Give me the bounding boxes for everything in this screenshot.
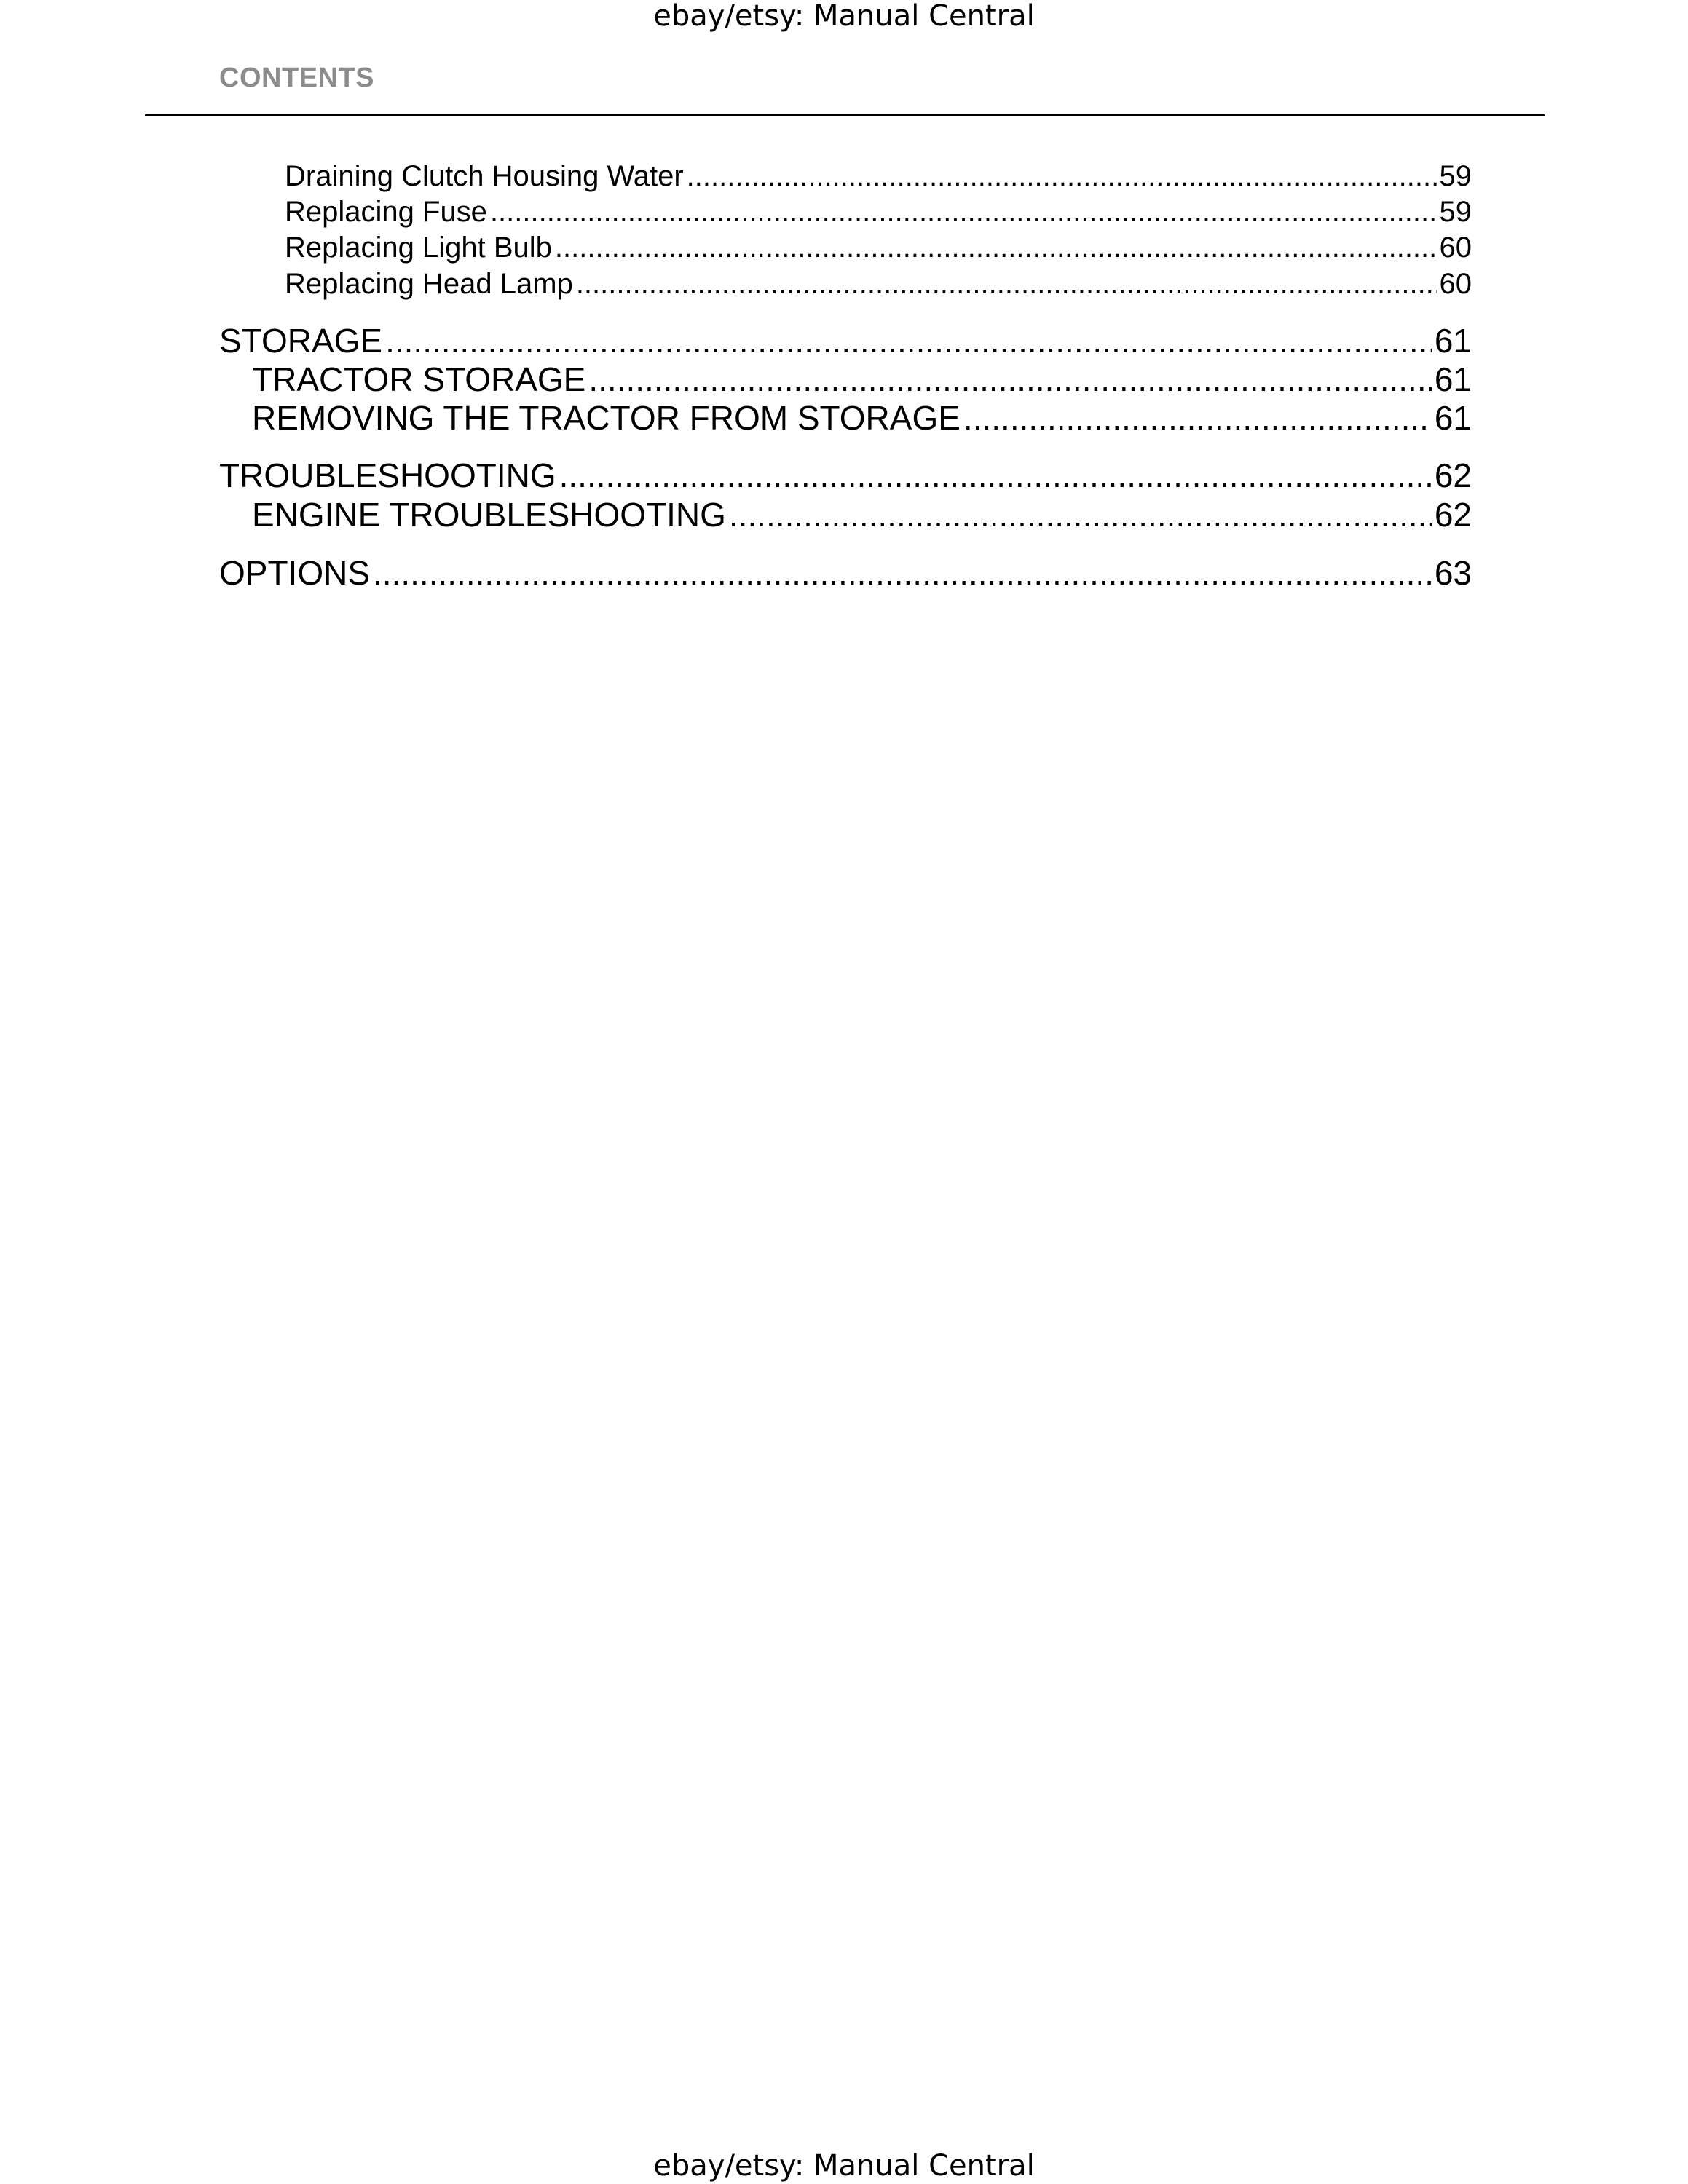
toc-entry-title: REMOVING THE TRACTOR FROM STORAGE [252, 399, 961, 437]
toc-entry-page: 59 [1439, 196, 1472, 228]
toc-dot-leader [963, 401, 1432, 435]
toc-entry-title: OPTIONS [219, 554, 371, 592]
toc-entry-page: 62 [1434, 496, 1472, 534]
toc-entry[interactable] [285, 162, 1472, 191]
toc-entry[interactable] [285, 269, 1472, 298]
toc-entry[interactable] [252, 360, 1472, 398]
toc-entry-page: 63 [1434, 554, 1472, 592]
toc-dot-leader [373, 556, 1432, 590]
toc-dot-leader [729, 498, 1432, 531]
toc-entry[interactable] [219, 556, 1472, 590]
toc-entry-page: 61 [1434, 399, 1472, 437]
toc-entry[interactable] [219, 322, 1472, 360]
toc-dot-leader [588, 363, 1431, 396]
toc-dot-leader [687, 162, 1437, 191]
toc-entry[interactable] [219, 456, 1472, 494]
toc-dot-leader [385, 324, 1432, 357]
watermark-top: ebay/etsy: Manual Central [653, 0, 1035, 33]
toc-entry-page: 60 [1439, 232, 1472, 264]
toc-entry-page: 59 [1439, 160, 1472, 192]
toc-entry-title: Replacing Fuse [285, 196, 487, 228]
toc-entry-title: TRACTOR STORAGE [252, 360, 586, 398]
section-title: CONTENTS [219, 63, 374, 93]
toc-entry[interactable] [252, 496, 1472, 534]
toc-entry-title: Draining Clutch Housing Water [285, 160, 684, 192]
toc-entry-title: ENGINE TROUBLESHOOTING [252, 496, 726, 534]
toc-dot-leader [555, 233, 1437, 262]
toc-entry-page: 62 [1434, 456, 1472, 494]
toc-entry[interactable] [285, 233, 1472, 262]
toc-entry-page: 61 [1434, 322, 1472, 360]
toc-entry[interactable] [252, 401, 1472, 435]
toc-entry[interactable] [285, 197, 1472, 226]
toc-entry-title: Replacing Head Lamp [285, 268, 573, 300]
toc-entry-page: 60 [1439, 268, 1472, 300]
toc-dot-leader [576, 269, 1437, 298]
watermark-bottom: ebay/etsy: Manual Central [653, 2149, 1035, 2183]
toc-entry-page: 61 [1434, 360, 1472, 398]
toc-entry-title: STORAGE [219, 322, 383, 360]
toc-entry-title: TROUBLESHOOTING [219, 456, 556, 494]
toc-dot-leader [490, 197, 1437, 226]
toc-dot-leader [559, 459, 1432, 492]
toc-entry-title: Replacing Light Bulb [285, 232, 552, 264]
